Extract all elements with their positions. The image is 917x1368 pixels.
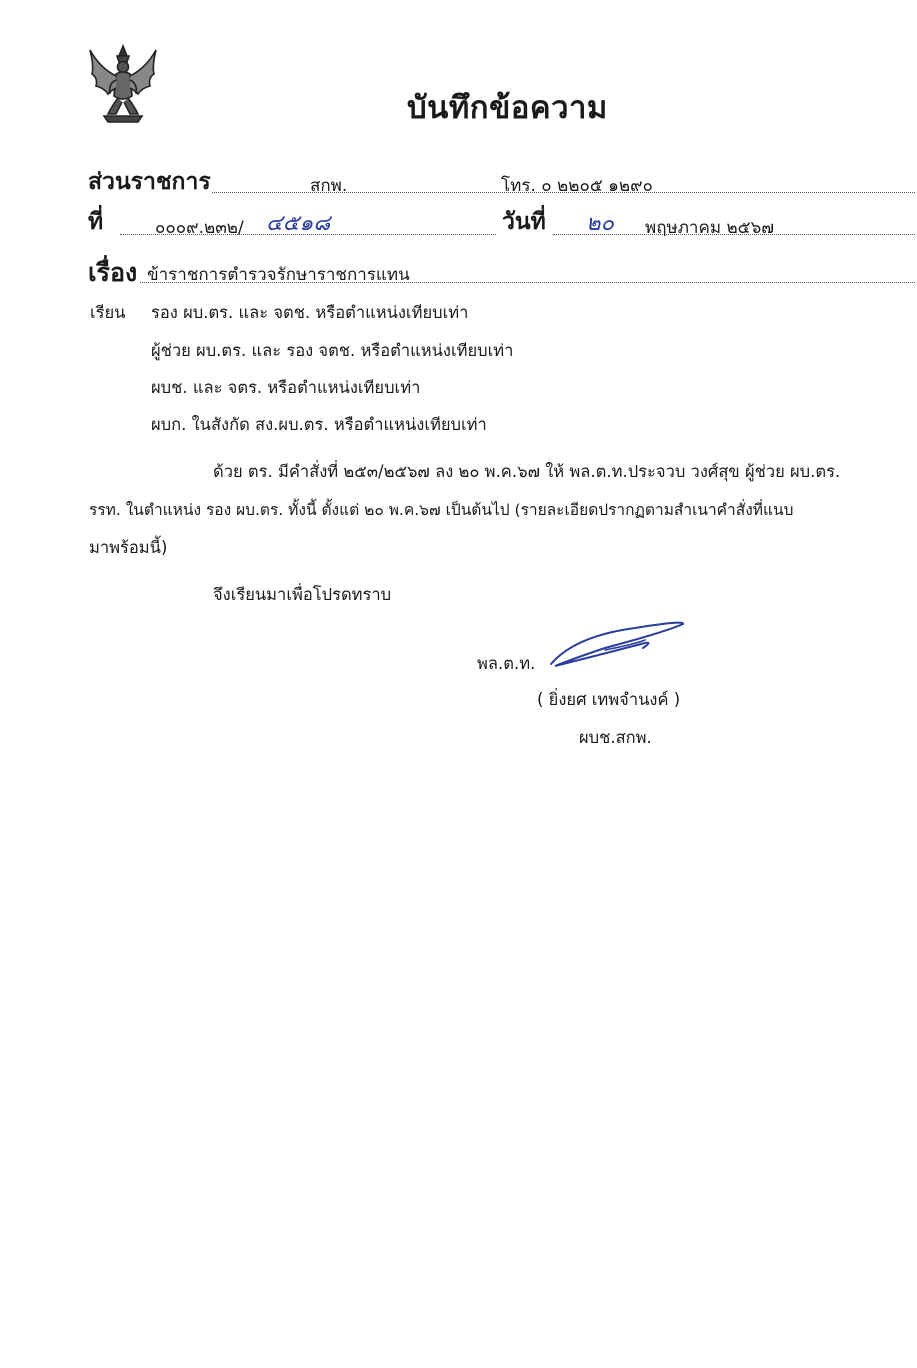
subject-label: เรื่อง [88,258,138,287]
body-line: มาพร้อมนี้) [89,538,168,557]
signatory-rank: พล.ต.ท. [477,654,536,673]
recipient-line: รอง ผบ.ตร. และ จตช. หรือตำแหน่งเทียบเท่า [151,303,469,322]
recipient-line: ผบก. ในสังกัด สง.ผบ.ตร. หรือตำแหน่งเทียบเท่า [151,415,487,434]
subject-value: ข้าราชการตำรวจรักษาราชการแทน [147,265,410,285]
date-label: วันที่ [502,209,546,235]
number-printed: ๐๐๐๙.๒๓๒/ [155,218,244,238]
body-line: ด้วย ตร. มีคำสั่งที่ ๒๕๓/๒๕๖๗ ลง ๒๐ พ.ค.๖๗ ให้ พล.ต.ท.ประจวบ วงศ์สุข ผู้ช่วย ผบ.ตร. [213,462,841,481]
section-label: ส่วนราชการ [88,169,211,195]
recipient-line: ผู้ช่วย ผบ.ตร. และ รอง จตช. หรือตำแหน่งเทียบเท่า [151,341,514,360]
signatory-position: ผบช.สกพ. [579,728,652,747]
recipients-label: เรียน [90,303,126,322]
section-value: สกพ. [310,176,348,196]
number-handwritten: ๔๕๑๘ [266,211,331,236]
recipient-line: ผบช. และ จตร. หรือตำแหน่งเทียบเท่า [151,378,421,397]
body-line: รรท. ในตำแหน่ง รอง ผบ.ตร. ทั้งนี้ ตั้งแต่ ๒๐ พ.ค.๖๗ เป็นต้นไป (รายละเอียดปรากฏตามสำเนาคำสั่งที่แนบ [89,501,794,519]
date-month-year: พฤษภาคม ๒๕๖๗ [645,218,775,238]
handwritten-signature [545,614,695,674]
phone-value: โทร. ๐ ๒๒๐๕ ๑๒๙๐ [501,176,653,196]
number-label: ที่ [88,209,104,235]
signatory-name: ( ยิ่งยศ เทพจำนงค์ ) [537,690,681,709]
date-day-handwritten: ๒๐ [586,211,614,236]
document-title: บันทึกข้อความ [407,90,608,126]
garuda-emblem-icon [86,44,160,124]
closing-text: จึงเรียนมาเพื่อโปรดทราบ [213,585,392,604]
